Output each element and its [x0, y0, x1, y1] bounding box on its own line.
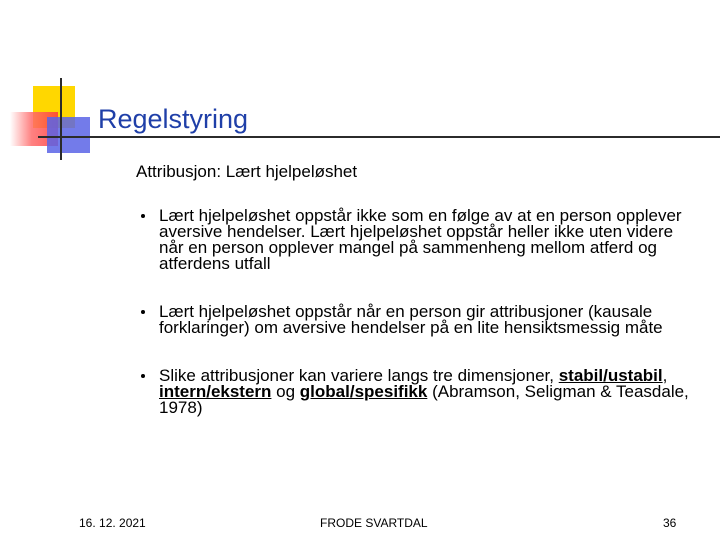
bullet-text: Lært hjelpeløshet oppstår ikke som en følge av at en person opplever aversive hendelser. Lært hjelpeløshet oppstår heller ikke uten videre når en person opplever mangel på sammenheng mellom atferd og atferdens utfall [159, 206, 682, 273]
citation: (Abramson, Seligman & Teasdale, 1978) [159, 382, 689, 417]
bullet-dot-icon [141, 214, 145, 218]
bullet-item [141, 208, 701, 272]
bullet-list [141, 208, 701, 416]
footer-date: 16. 12. 2021 [79, 516, 146, 530]
bullet-item [141, 368, 701, 416]
dimension-global-specific: global/spesifikk [299, 382, 428, 401]
separator: og [271, 382, 300, 401]
bullet-dot-icon [141, 374, 145, 378]
footer-page-number: 36 [663, 516, 677, 530]
decor-vertical-line [60, 78, 62, 160]
separator: , [662, 366, 668, 385]
slide-title: Regelstyring [98, 104, 249, 134]
bullet-text: Lært hjelpeløshet oppstår når en person gir attribusjoner (kausale forklaringer) om aversive hendelser på en lite hensiktsmessig måte [159, 302, 663, 337]
decor-blue-square [47, 117, 90, 153]
bullet-item [141, 304, 701, 336]
bullet-text-intro: Slike attribusjoner kan variere langs tre dimensjoner, [159, 366, 559, 385]
slide-subtitle: Attribusjon: Lært hjelpeløshet [136, 162, 358, 181]
dimension-stable-unstable: stabil/ustabil [558, 366, 663, 385]
footer-author: FRODE SVARTDAL [320, 516, 428, 530]
title-underline [38, 136, 720, 138]
dimension-internal-external: intern/ekstern [159, 382, 272, 401]
bullet-dot-icon [141, 310, 145, 314]
